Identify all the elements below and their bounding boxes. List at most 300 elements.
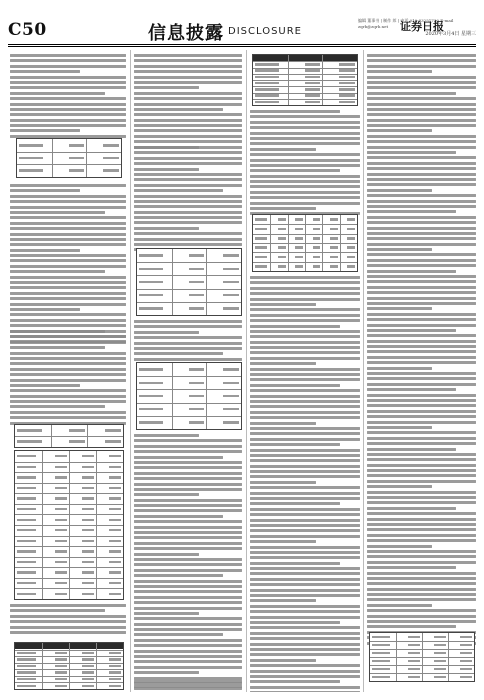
text-line xyxy=(250,616,360,619)
table-cell xyxy=(82,476,94,478)
text-line xyxy=(134,623,242,626)
text-line xyxy=(367,264,476,267)
text-line xyxy=(367,615,476,618)
text-line xyxy=(367,135,476,138)
table-cell xyxy=(295,228,303,230)
text-line xyxy=(250,389,360,392)
text-line xyxy=(367,421,476,424)
text-line xyxy=(367,210,456,213)
text-line xyxy=(250,610,360,613)
text-line xyxy=(10,400,126,403)
text-line xyxy=(10,54,126,57)
text-line xyxy=(250,335,360,338)
text-line xyxy=(134,97,242,100)
text-line xyxy=(134,162,242,165)
text-line xyxy=(10,81,126,84)
text-line xyxy=(10,108,126,111)
table-cell xyxy=(82,658,94,660)
text-line xyxy=(250,191,360,194)
table-cell xyxy=(408,676,420,678)
text-line xyxy=(134,173,242,176)
header-rule-thin xyxy=(8,46,476,47)
text-line xyxy=(367,507,456,510)
table-cell xyxy=(223,254,239,256)
text-line xyxy=(367,340,476,343)
text-line xyxy=(367,534,476,537)
text-line xyxy=(367,183,476,186)
text-line xyxy=(250,319,360,322)
text-line xyxy=(250,465,360,468)
table-cell xyxy=(223,395,239,397)
text-line xyxy=(134,221,242,224)
text-line xyxy=(10,297,126,300)
text-line xyxy=(367,415,476,418)
table-column-rule xyxy=(69,451,70,599)
table-cell xyxy=(347,256,355,258)
table-cell xyxy=(372,676,390,678)
table-cell xyxy=(313,246,321,248)
text-line xyxy=(250,508,360,511)
text-line xyxy=(134,666,242,669)
text-line xyxy=(10,195,126,198)
table-cell xyxy=(330,228,338,230)
table-cell xyxy=(189,395,205,397)
text-line xyxy=(250,196,360,199)
table-column-rule xyxy=(86,139,87,177)
text-line xyxy=(250,341,360,344)
text-line xyxy=(367,577,476,580)
text-line xyxy=(10,216,126,219)
table-row-rule xyxy=(137,389,241,390)
table-cell xyxy=(55,550,67,552)
body-text xyxy=(10,184,126,346)
text-line xyxy=(134,536,242,539)
text-line xyxy=(10,405,105,408)
table-cell xyxy=(434,644,446,646)
table-cell xyxy=(408,660,420,662)
table-cell xyxy=(189,307,205,309)
text-column-2 xyxy=(134,50,242,692)
table-cell xyxy=(347,265,355,267)
text-line xyxy=(134,108,223,111)
table-row-rule xyxy=(137,289,241,290)
text-line xyxy=(367,113,476,116)
table-row-rule xyxy=(253,68,357,69)
text-line xyxy=(10,341,126,344)
table-cell xyxy=(339,88,355,90)
text-line xyxy=(134,195,242,198)
text-line xyxy=(250,653,360,656)
text-line xyxy=(367,604,432,607)
body-text xyxy=(134,54,242,151)
table-cell xyxy=(434,676,446,678)
table-cell xyxy=(139,281,163,283)
text-line xyxy=(250,556,360,559)
text-line xyxy=(250,589,360,592)
text-line xyxy=(367,194,476,197)
table-cell xyxy=(255,94,279,96)
text-line xyxy=(10,76,126,79)
text-line xyxy=(367,205,476,208)
text-line xyxy=(367,545,432,548)
body-text xyxy=(10,54,126,140)
table-cell xyxy=(189,268,205,270)
text-line xyxy=(10,615,126,618)
text-line xyxy=(10,86,126,89)
text-line xyxy=(367,437,476,440)
table-cell xyxy=(313,228,321,230)
text-line xyxy=(10,211,105,214)
text-line xyxy=(250,132,360,135)
text-line xyxy=(250,405,360,408)
text-line xyxy=(250,599,316,602)
table-cell xyxy=(313,256,321,258)
table-cell xyxy=(109,652,121,654)
text-line xyxy=(134,558,242,561)
page-header xyxy=(0,0,484,50)
text-line xyxy=(10,384,80,387)
table-cell xyxy=(372,652,390,654)
text-line xyxy=(367,453,476,456)
text-line xyxy=(367,523,476,526)
table-cell xyxy=(109,550,121,552)
text-line xyxy=(250,202,360,205)
text-line xyxy=(134,211,242,214)
text-line xyxy=(367,108,476,111)
table-cell xyxy=(55,529,67,531)
table-cell xyxy=(109,519,121,521)
text-line xyxy=(250,292,360,295)
text-line xyxy=(10,324,126,327)
table-cell xyxy=(109,582,121,584)
table-cell xyxy=(460,660,472,662)
table-cell xyxy=(55,685,67,687)
text-line xyxy=(250,121,360,124)
table-cell xyxy=(460,676,472,678)
table-cell xyxy=(109,665,121,667)
table-cell xyxy=(55,455,67,457)
text-line xyxy=(250,308,360,311)
column-divider xyxy=(363,50,364,692)
table-cell xyxy=(434,660,446,662)
table-cell xyxy=(139,368,163,370)
text-line xyxy=(134,639,242,642)
text-line xyxy=(10,631,126,634)
table-row-rule xyxy=(137,376,241,377)
text-line xyxy=(134,119,242,122)
text-line xyxy=(367,582,476,585)
table-cell xyxy=(55,561,67,563)
text-line xyxy=(367,442,476,445)
table-cell xyxy=(189,368,205,370)
text-line xyxy=(250,621,340,624)
table-column-rule xyxy=(69,643,70,689)
text-line xyxy=(10,357,126,360)
text-line xyxy=(10,411,126,414)
table-cell xyxy=(330,246,338,248)
table-cell xyxy=(305,94,321,96)
text-line xyxy=(134,358,242,361)
table-cell xyxy=(223,408,239,410)
text-line xyxy=(134,499,242,502)
table-column-rule xyxy=(396,633,397,681)
table-cell xyxy=(69,440,85,442)
header-rule xyxy=(8,44,476,45)
text-line xyxy=(134,515,223,518)
text-line xyxy=(134,189,223,192)
text-line xyxy=(250,137,360,140)
text-line xyxy=(367,248,432,251)
text-line xyxy=(134,596,242,599)
text-line xyxy=(134,216,242,219)
table-cell xyxy=(109,685,121,687)
table-column-rule xyxy=(51,425,52,447)
table-cell xyxy=(17,685,36,687)
text-line xyxy=(250,115,360,118)
text-line xyxy=(250,551,360,554)
table-cell xyxy=(339,82,355,84)
text-line xyxy=(250,373,360,376)
text-line xyxy=(250,325,340,328)
data-table xyxy=(14,642,124,690)
table-cell xyxy=(17,678,36,680)
text-line xyxy=(250,686,360,689)
text-line xyxy=(134,129,242,132)
table-cell xyxy=(109,455,121,457)
text-line xyxy=(250,502,340,505)
table-cell xyxy=(109,476,121,478)
table-cell xyxy=(255,63,279,65)
table-cell xyxy=(255,76,279,78)
text-line xyxy=(134,151,242,154)
text-line xyxy=(250,497,360,500)
table-cell xyxy=(103,169,119,171)
text-line xyxy=(134,59,242,62)
text-line xyxy=(367,54,476,57)
text-line xyxy=(367,162,476,165)
text-line xyxy=(250,287,360,290)
text-line xyxy=(134,205,242,208)
text-line xyxy=(367,609,476,612)
text-line xyxy=(10,389,126,392)
text-line xyxy=(367,501,476,504)
text-line xyxy=(250,298,360,301)
table-cell xyxy=(330,256,338,258)
table-column-rule xyxy=(96,451,97,599)
text-line xyxy=(134,563,242,566)
table-row-rule xyxy=(253,93,357,94)
table-cell xyxy=(17,508,36,510)
table-column-rule xyxy=(206,363,207,429)
table-cell xyxy=(17,476,36,478)
text-line xyxy=(134,86,199,89)
text-line xyxy=(367,329,456,332)
text-line xyxy=(134,547,242,550)
text-line xyxy=(250,605,360,608)
body-text xyxy=(250,276,360,692)
text-line xyxy=(134,238,242,241)
text-line xyxy=(134,184,242,187)
table-cell xyxy=(82,550,94,552)
text-line xyxy=(367,70,432,73)
text-line xyxy=(367,227,476,230)
text-line xyxy=(367,151,456,154)
text-line xyxy=(367,474,476,477)
table-cell xyxy=(278,265,286,267)
text-line xyxy=(367,156,476,159)
text-line xyxy=(250,438,360,441)
table-column-rule xyxy=(172,363,173,429)
table-cell xyxy=(223,307,239,309)
text-line xyxy=(134,325,242,328)
text-line xyxy=(10,276,126,279)
text-line xyxy=(10,308,80,311)
table-row-rule xyxy=(137,275,241,276)
table-cell xyxy=(55,593,67,595)
table-cell xyxy=(408,644,420,646)
text-line xyxy=(367,307,432,310)
table-cell xyxy=(339,76,355,78)
table-cell xyxy=(189,382,205,384)
table-cell xyxy=(55,678,67,680)
text-line xyxy=(250,148,316,151)
text-line xyxy=(367,469,476,472)
text-line xyxy=(134,124,242,127)
table-cell xyxy=(339,63,355,65)
body-text xyxy=(10,604,126,636)
text-line xyxy=(250,567,360,570)
table-cell xyxy=(55,497,67,499)
text-line xyxy=(134,644,242,647)
table-cell xyxy=(278,228,286,230)
text-line xyxy=(134,76,242,79)
text-line xyxy=(250,643,360,646)
text-line xyxy=(134,671,199,674)
table-column-rule xyxy=(42,451,43,599)
text-line xyxy=(134,450,242,453)
text-line xyxy=(367,140,476,143)
text-line xyxy=(134,633,223,636)
text-line xyxy=(10,346,105,349)
text-line xyxy=(134,331,199,334)
text-line xyxy=(134,466,242,469)
table-column-rule xyxy=(340,215,341,271)
text-line xyxy=(134,628,242,631)
text-line xyxy=(250,207,316,210)
text-line xyxy=(134,232,242,235)
table-cell xyxy=(55,571,67,573)
table-cell xyxy=(305,63,321,65)
data-table xyxy=(369,632,475,682)
table-column-rule xyxy=(322,215,323,271)
text-line xyxy=(250,632,360,635)
text-line xyxy=(367,92,456,95)
text-line xyxy=(367,518,476,521)
table-cell xyxy=(255,228,267,230)
table-cell xyxy=(55,652,67,654)
text-line xyxy=(250,362,316,365)
table-cell xyxy=(109,571,121,573)
column-divider xyxy=(246,50,247,692)
table-cell xyxy=(109,593,121,595)
table-cell xyxy=(55,665,67,667)
text-line xyxy=(367,485,432,488)
text-line xyxy=(10,92,105,95)
table-column-rule xyxy=(322,55,323,105)
text-line xyxy=(250,680,340,683)
table-cell xyxy=(109,466,121,468)
text-line xyxy=(250,400,360,403)
table-cell xyxy=(17,665,36,667)
table-cell xyxy=(305,76,321,78)
text-column-1 xyxy=(10,50,126,692)
table-cell xyxy=(17,571,36,573)
table-cell xyxy=(313,237,321,239)
table-cell xyxy=(223,294,239,296)
table-cell xyxy=(55,658,67,660)
text-line xyxy=(134,157,242,160)
text-line xyxy=(134,135,242,138)
text-line xyxy=(367,81,476,84)
text-line xyxy=(134,680,242,683)
table-cell xyxy=(330,265,338,267)
table-cell xyxy=(109,671,121,673)
text-line xyxy=(367,399,476,402)
text-line xyxy=(134,585,242,588)
table-cell xyxy=(347,237,355,239)
text-line xyxy=(250,454,360,457)
table-cell xyxy=(223,421,239,423)
text-line xyxy=(367,480,476,483)
table-row-rule xyxy=(137,416,241,417)
text-line xyxy=(367,410,476,413)
text-line xyxy=(10,70,80,73)
text-line xyxy=(367,173,476,176)
text-line xyxy=(250,159,360,162)
text-line xyxy=(134,461,242,464)
table-cell xyxy=(55,508,67,510)
table-cell xyxy=(408,668,420,670)
table-cell xyxy=(17,540,36,542)
column-divider xyxy=(130,50,131,692)
table-cell xyxy=(223,268,239,270)
text-line xyxy=(250,416,360,419)
text-line xyxy=(367,625,456,628)
table-cell xyxy=(255,246,267,248)
table-cell xyxy=(189,254,205,256)
text-line xyxy=(367,270,456,273)
text-line xyxy=(367,124,476,127)
table-cell xyxy=(82,582,94,584)
table-header-band xyxy=(253,55,357,61)
table-cell xyxy=(82,652,94,654)
text-line xyxy=(367,76,476,79)
text-line xyxy=(250,492,360,495)
text-line xyxy=(134,526,242,529)
table-column-rule xyxy=(305,215,306,271)
text-line xyxy=(367,388,456,391)
text-line xyxy=(250,648,360,651)
text-line xyxy=(367,377,476,380)
text-line xyxy=(250,583,360,586)
text-line xyxy=(367,404,476,407)
table-cell xyxy=(82,685,94,687)
text-line xyxy=(134,445,242,448)
text-line xyxy=(367,313,476,316)
data-table xyxy=(252,214,358,272)
body-text xyxy=(134,320,242,363)
text-line xyxy=(367,566,456,569)
